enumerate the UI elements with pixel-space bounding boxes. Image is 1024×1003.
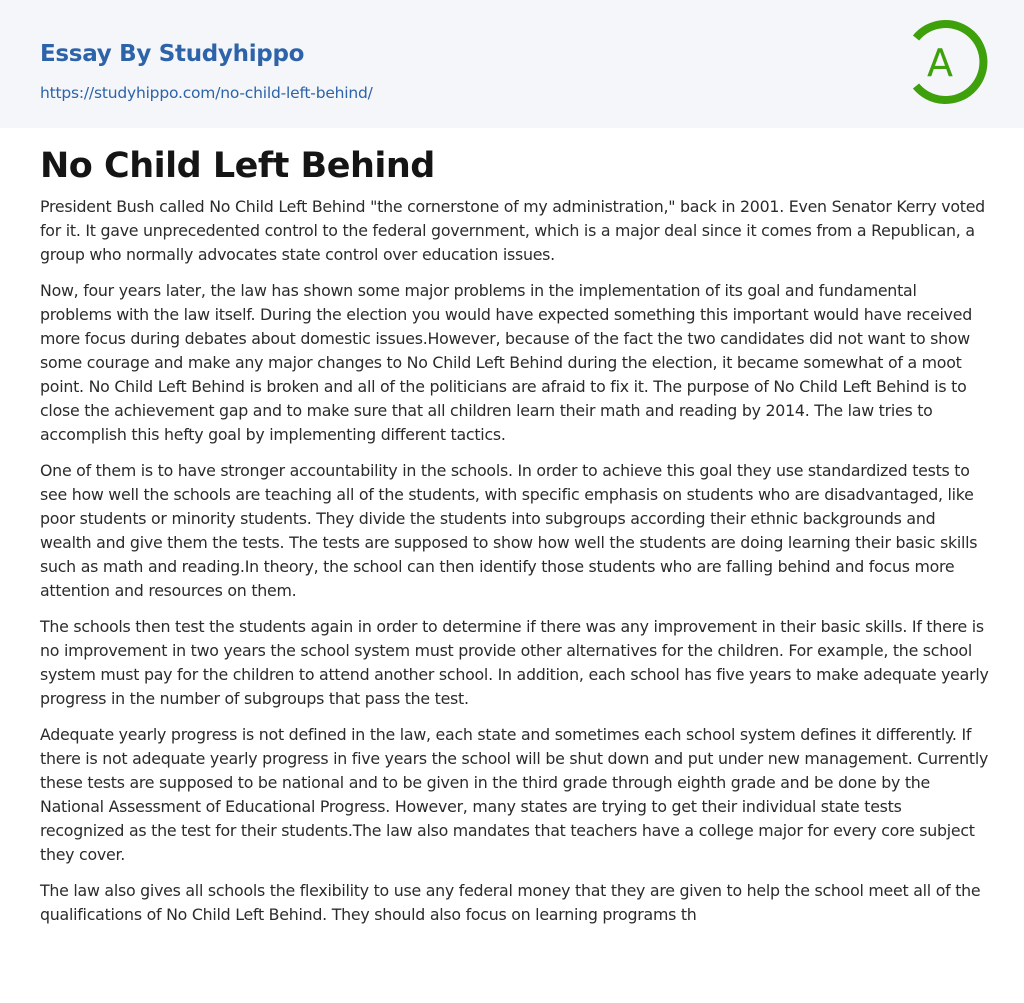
paragraph: President Bush called No Child Left Behind "the cornerstone of my administration," back in 2001. Even Senator Kerry voted for it. It gave unprecedented control to the federal government, which is a major deal since it comes from a Republican, a group who normally advocates state control over education issues. bbox=[40, 197, 985, 264]
essay-url-link[interactable]: https://studyhippo.com/no-child-left-behind/ bbox=[40, 84, 373, 102]
studyhippo-logo-icon[interactable] bbox=[904, 18, 988, 106]
essay-title: No Child Left Behind bbox=[40, 146, 435, 186]
brand-title: Essay By Studyhippo bbox=[40, 41, 305, 67]
svg-text:A: A bbox=[927, 41, 953, 85]
paragraph: Adequate yearly progress is not defined in the law, each state and sometimes each school system defines it differently. If there is not adequate yearly progress in five years the school will be shut down and put under new management. Currently these tests are supposed to be national and to be given in the third grade through eighth grade and be done by the National Assessment of Educational Progress. However, many states are trying to get their individual state tests recognized as the test for their students.The law also mandates that teachers have a college major for every core subject they cover. bbox=[40, 725, 989, 864]
paragraph: Now, four years later, the law has shown some major problems in the implementation of its goal and fundamental problems with the law itself. During the election you would have expected something this important would have received more focus during debates about domestic issues.However, because of the fact the two candidates did not want to show some courage and make any major changes to No Child Left Behind during the election, it became somewhat of a moot point. No Child Left Behind is broken and all of the politicians are afraid to fix it. The purpose of No Child Left Behind is to close the achievement gap and to make sure that all children learn their math and reading by 2014. The law tries to accomplish this hefty goal by implementing different tactics. bbox=[40, 281, 973, 444]
paragraph: One of them is to have stronger accountability in the schools. In order to achieve this goal they use standardized tests to see how well the schools are teaching all of the students, with specific emphasis on students who are disadvantaged, like poor students or minority students. They divide the students into subgroups according their ethnic backgrounds and wealth and give them the tests. The tests are supposed to show how well the students are doing learning their basic skills such as math and reading.In theory, the school can then identify those students who are falling behind and focus more attention and resources on them. bbox=[40, 461, 978, 600]
paragraph: The law also gives all schools the flexibility to use any federal money that they are given to help the school meet all of the qualifications of No Child Left Behind. They should also focus on learning programs th bbox=[40, 881, 981, 924]
essay-body bbox=[40, 195, 990, 939]
site-header bbox=[0, 0, 1024, 128]
paragraph: The schools then test the students again in order to determine if there was any improvement in their basic skills. If there is no improvement in two years the school system must provide other alternatives for the children. For example, the school system must pay for the children to attend another school. In addition, each school has five years to make adequate yearly progress in the number of subgroups that pass the test. bbox=[40, 617, 989, 708]
